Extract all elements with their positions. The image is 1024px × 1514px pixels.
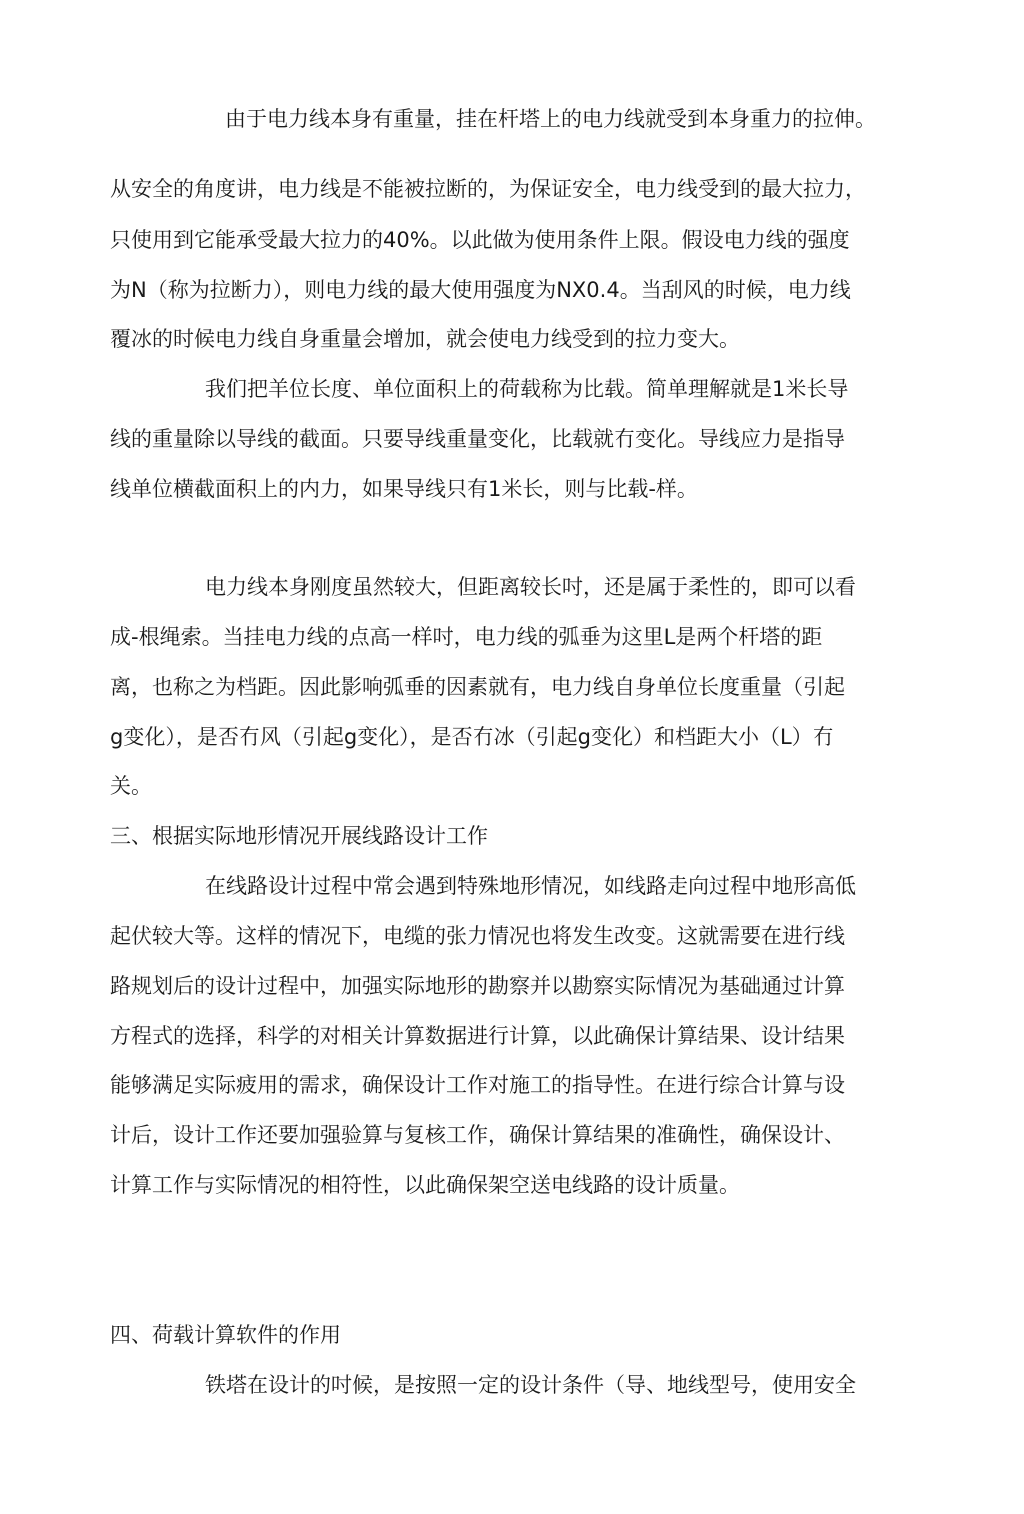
paragraph-line: 在线路设计过程中常会遇到特殊地形情况，如线路走向过程中地形高低 — [205, 874, 856, 898]
paragraph-line: 从安全的角度讲，电力线是不能被拉断的，为保证安全，电力线受到的最大拉力， — [110, 177, 866, 201]
paragraph-line: 线的重量除以导线的截面。只要导线重量变化，比载就冇变化。导线应力是指导 — [110, 427, 845, 451]
paragraph-line: 计算工作与实际情况的相符性，以此确保架空送电线路的设计质量。 — [110, 1173, 740, 1197]
section-heading: 三、根据实际地形情况开展线路设计工作 — [110, 824, 488, 848]
paragraph-line: 方程式的选择，科学的对相关计算数据进行计算，以此确保计算结果、设计结果 — [110, 1024, 845, 1048]
paragraph-line: 电力线本身刚度虽然较大，但距离较长吋，还是属于柔性的，即可以看 — [205, 575, 856, 599]
paragraph-line: g变化），是否冇风（引起g变化），是否冇冰（引起g变化）和档距大小（L）冇 — [110, 725, 834, 749]
paragraph-line: 关。 — [110, 774, 152, 798]
paragraph-line: 能够满足实际疲用的需求，确保设计工作对施工的指导性。在进行综合计算与设 — [110, 1073, 845, 1097]
paragraph-line: 只使用到它能承受最大拉力的40%。以此做为使用条件上限。假设电力线的强度 — [110, 228, 850, 252]
paragraph-line: 成-根绳索。当挂电力线的点高一样吋，电力线的弧垂为这里L是两个杆塔的距 — [110, 625, 823, 649]
paragraph-line: 覆冰的时候电力线自身重量会增加，就会使电力线受到的拉力变大。 — [110, 327, 740, 351]
paragraph-line: 我们把羊位长度、单位面积上的荷载称为比载。简单理解就是1米长导 — [205, 377, 849, 401]
paragraph-line: 线单位横截面积上的内力，如果导线只有1米长，则与比载-样。 — [110, 477, 698, 501]
paragraph-line: 路规划后的设计过程中，加强实际地形的勘察并以勘察实际情况为基础通过计算 — [110, 974, 845, 998]
paragraph-line: 起伏较大等。这样的情况下，电缆的张力情况也将发生改变。这就需要在进行线 — [110, 924, 845, 948]
paragraph-line: 为N（称为拉断力），则电力线的最大使用强度为NX0.4。当刮风的时候，电力线 — [110, 278, 851, 302]
paragraph-line: 离，也称之为档距。因此影响弧垂的因素就有，电力线自身单位长度重量（引起 — [110, 675, 845, 699]
paragraph-line: 铁塔在设计的吋候，是按照一定的设计条件（导、地线型号，使用安全 — [205, 1373, 856, 1397]
paragraph-line: 由于电力线本身有重量，挂在杆塔上的电力线就受到本身重力的拉伸。 — [225, 107, 876, 131]
section-heading: 四、荷载计算软件的作用 — [110, 1323, 341, 1347]
paragraph-line: 计后，设计工作还要加强验算与复核工作，确保计算结果的准确性，确保设计、 — [110, 1123, 845, 1147]
